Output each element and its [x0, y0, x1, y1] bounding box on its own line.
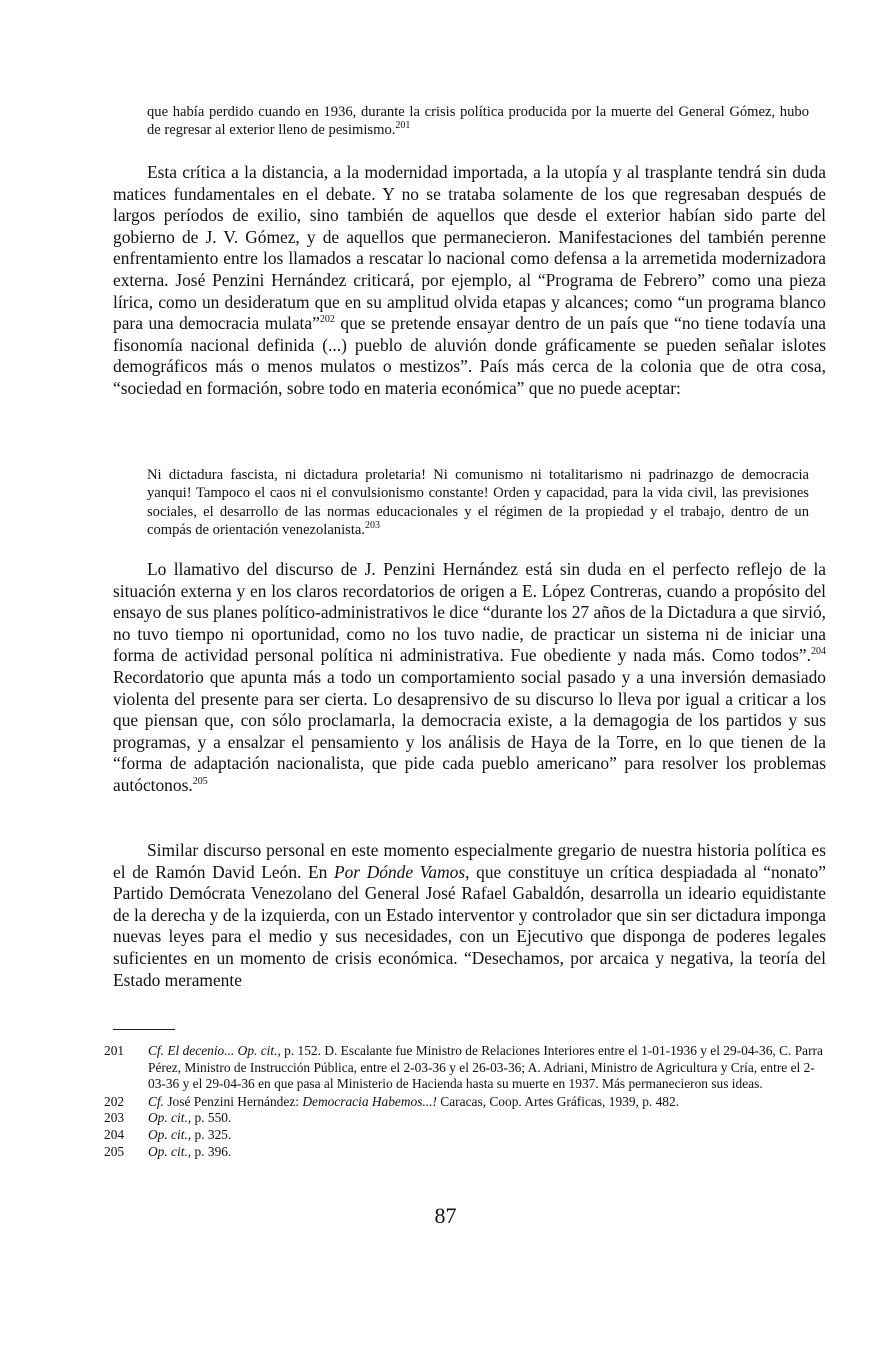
- paragraph-text: Lo llamativo del discurso de J. Penzini Hernández está sin duda en el perfecto reflejo de la situación externa y en los claros recordatorios de origen a E. López Contreras, cuando a propósito del ensayo de sus planes político-administrativos le dice “durante los 27 años de la Dictadura a que sirvió, no tuvo tiempo ni oportunidad, como no los tuvo nadie, de practicar un sistema ni de iniciar una forma de actividad personal política ni administrativa. Fue obediente y nada más. Como todos”.: [113, 559, 826, 666]
- paragraph-text: Recordatorio que apunta más a todo un comportamiento social pasado y a una inversión demasiado violenta del presente para ser cierta. Lo desaprensivo de su discurso lo lleva por igual a criticar a los que piensan que, con sólo proclamarla, la democracia existe, a la demagogia de los partidos y sus programas, y a ensalzar el pensamiento y los análisis de Haya de la Torre, en lo que tienen de la “forma de adaptación nacionalista, que pide cada pueblo americano” para resolver los problemas autóctonos.: [113, 666, 826, 795]
- text: Caracas, Coop. Artes Gráficas, 1939, p. 482.: [436, 1093, 680, 1109]
- footnote: [104, 1110, 829, 1127]
- footnote: [104, 1043, 829, 1093]
- footnote-ref[interactable]: 204: [811, 646, 826, 658]
- quote-text: que había perdido cuando en 1936, durante la crisis política producida por la muerte del General Gómez, hubo de regresar al exterior lleno de pesimismo.: [147, 104, 809, 139]
- footnote-number: 203: [104, 1110, 125, 1126]
- block-quote: [147, 466, 809, 539]
- paragraph: [113, 840, 826, 991]
- footnote-ref[interactable]: 201: [395, 120, 411, 132]
- footnote-ref[interactable]: 203: [365, 520, 381, 532]
- paragraph: [113, 559, 826, 797]
- paragraph-text: Esta crítica a la distancia, a la modernidad importada, a la utopía y al trasplante tendrá sin duda matices fundamentales en el debate. Y no se trataba solamente de los que regresaban después de largos períodos de exilio, sino también de aquellos que desde el exterior habían sido parte del gobierno de J. V. Gómez, y de aquellos que permanecieron. Manifestaciones del también perenne enfrentamiento entre los llamados a rescatar lo nacional como defensa a la arremetida modernizadora externa. José Penzini Hernández criticará, por ejemplo, al “Programa de Febrero” como una pieza lírica, como un desideratum que en su amplitud olvida etapas y alcances; como “un programa blanco para una democracia mulata”: [113, 162, 826, 334]
- op-cit: Op. cit.,: [148, 1110, 192, 1126]
- footnote-number: 202: [104, 1093, 125, 1109]
- footnote-ref[interactable]: 205: [192, 776, 208, 788]
- text: José Penzini Hernández:: [164, 1093, 303, 1109]
- footnote: [104, 1127, 829, 1144]
- footnote-ref[interactable]: 202: [319, 314, 335, 326]
- footnote-number: 204: [104, 1126, 125, 1142]
- footnote-text: [148, 1127, 829, 1144]
- text: p. 152. D. Escalante fue Ministro de Relaciones Interiores entre el 1-01-1936 y el 29-04-36, C. Parra Pérez, Ministro de Instrucción Pública, entre el 2-03-36 y el 26-03-36; A. Adriani, Ministro de Agricultura y Cría, entre el 2-03-36 y el 29-04-36 en que pasa al Ministerio de Hacienda hasta su muerte en 1937. Más permanecieron sus ideas.: [148, 1043, 823, 1092]
- footnote-number: 201: [104, 1043, 125, 1058]
- text: p. 550.: [191, 1110, 232, 1126]
- footnote-text: [148, 1094, 829, 1111]
- title: El decenio...: [167, 1043, 235, 1058]
- cf: Cf.: [148, 1043, 164, 1058]
- footnote-number: 205: [104, 1143, 125, 1159]
- footnote-text: [148, 1144, 829, 1161]
- footnote: [104, 1144, 829, 1161]
- quote-text: Ni dictadura fascista, ni dictadura proletaria! Ni comunismo ni totalitarismo ni padrinazgo de democracia yanqui! Tampoco el caos ni el convulsionismo constante! Orden y capacidad, para la vida civil, las previsiones sociales, el desarrollo de las normas educacionales y el régimen de la propiedad y el trabajo, dentro de un compás de orientación venezolanista.: [147, 467, 809, 538]
- book-title: Por Dónde Vamos: [333, 861, 466, 882]
- paragraph-text: , que constituye un crítica despiadada al “nonato” Partido Demócrata Venezolano del General José Rafael Gabaldón, desarrolla un ideario equidistante de la derecha y de la izquierda, con un Estado interventor y controlador que sin ser dictadura imponga nuevas leyes para el medio y sus necesidades, con un Ejecutivo que disponga de poderes legales suficientes en un momento de crisis económica. “Desechamos, por arcaica y negativa, la teoría del Estado meramente: [113, 861, 827, 990]
- footnote-text: [148, 1043, 829, 1093]
- paragraph-text: Similar discurso personal en este momento especialmente gregario de nuestra historia política es el de Ramón David León. En: [113, 840, 826, 882]
- text: p. 325.: [191, 1126, 232, 1142]
- page-number: 87: [434, 1203, 457, 1228]
- footnote-divider: [113, 1029, 175, 1030]
- footnotes: [104, 1043, 829, 1160]
- title: Democracia Habemos...!: [302, 1093, 437, 1109]
- footnote: [104, 1094, 829, 1111]
- op-cit: Op. cit.,: [148, 1143, 192, 1159]
- block-quote-continuation: [147, 103, 809, 140]
- op-cit: Op. cit.,: [148, 1126, 192, 1142]
- paragraph: [113, 162, 826, 400]
- cf: Cf.: [148, 1093, 164, 1109]
- footnote-text: [148, 1110, 829, 1127]
- paragraph-text: que se pretende ensayar dentro de un país que “no tiene todavía una fisonomía nacional definida (...) pueblo de aluvión donde gráficamente se pueden señalar islotes demográficos más o menos mulatos o mestizos”. País más cerca de la colonia que de otra cosa, “sociedad en formación, sobre todo en materia económica” que no puede aceptar:: [113, 313, 826, 398]
- op-cit: Op. cit.,: [237, 1043, 281, 1058]
- text: p. 396.: [191, 1143, 232, 1159]
